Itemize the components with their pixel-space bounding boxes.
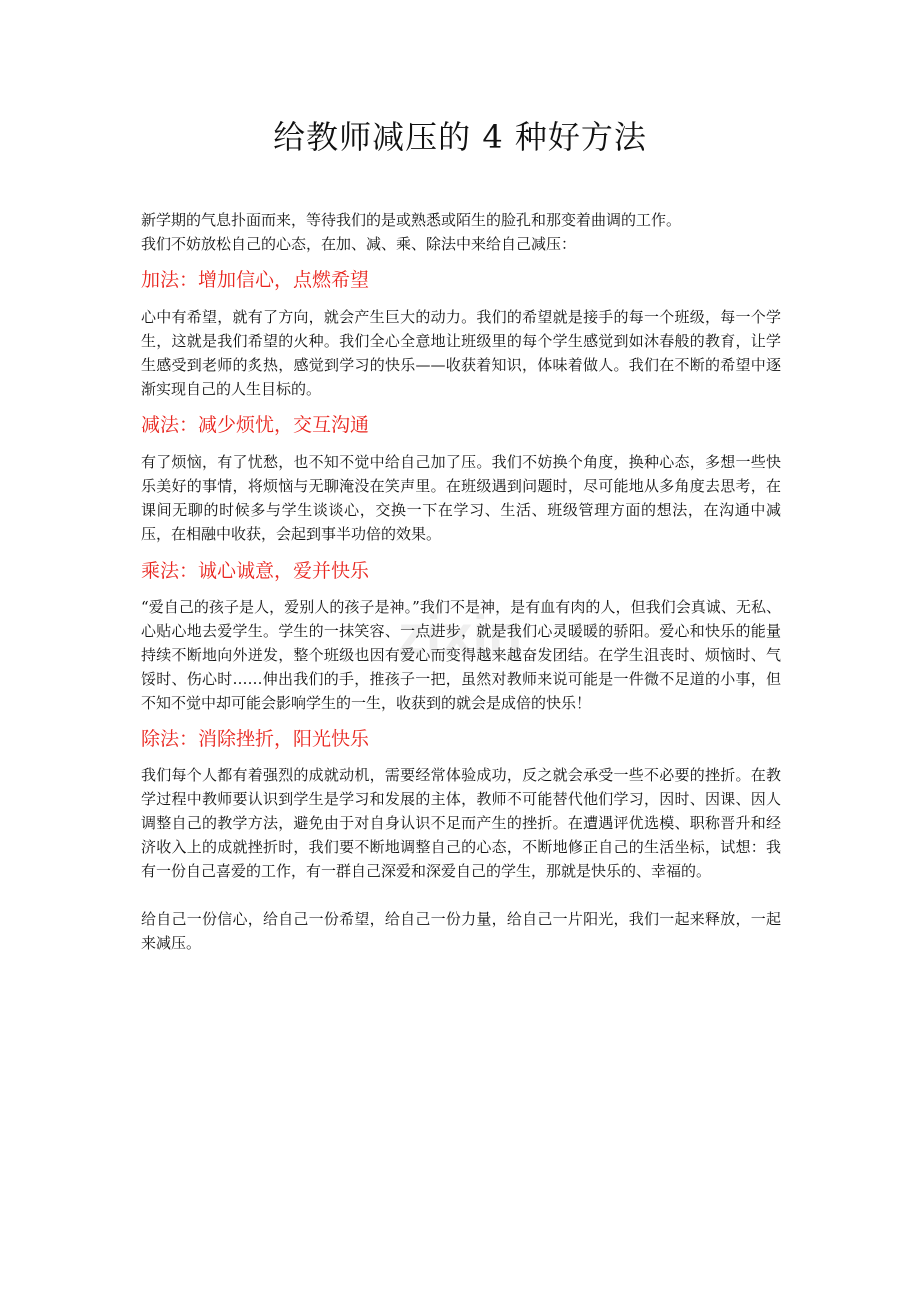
section-heading-addition: 加法：增加信心，点燃希望 (141, 269, 370, 291)
section-heading-multiplication: 乘法：诚心诚意，爱并快乐 (141, 560, 370, 582)
section-heading-subtraction: 减法：减少烦忧，交互沟通 (141, 414, 370, 436)
section-body-division: 我们每个人都有着强烈的成就动机，需要经常体验成功，反之就会承受一些不必要的挫折。在教学过程中教师要认识到学生是学习和发展的主体，教师不可能替代他们学习，因时、因课、因人调整自己的教学方法，避免由于对自身认识不足而产生的挫折。在遭遇评优选模、职称晋升和经济收入上的成就挫折时，我们要不断地调整自己的心态，不断地修正自己的生活坐标，试想：我有一份自己喜爱的工作，有一群自己深爱和深爱自己的学生，那就是快乐的、幸福的。 (141, 766, 781, 880)
section-heading-division: 除法：消除挫折，阳光快乐 (141, 728, 370, 750)
section-body-multiplication: “爱自己的孩子是人，爱别人的孩子是神。”我们不是神，是有血有肉的人，但我们会真诚、无私、心贴心地去爱学生。学生的一抹笑容、一点进步，就是我们心灵暖暖的骄阳。爱心和快乐的能量持续不断地向外迸发，整个班级也因有爱心而变得越来越奋发团结。在学生沮丧时、烦恼时、气馁时、伤心时……伸出我们的手，推孩子一把，虽然对教师来说可能是一件微不足道的小事，但不知不觉中却可能会影响学生的一生，收获到的就会是成倍的快乐！ (141, 598, 781, 712)
section-body-subtraction: 有了烦恼，有了忧愁，也不知不觉中给自己加了压。我们不妨换个角度，换种心态，多想一些快乐美好的事情，将烦恼与无聊淹没在笑声里。在班级遇到问题时，尽可能地从多角度去思考，在课间无聊的时候多与学生谈谈心，交换一下在学习、生活、班级管理方面的想法，在沟通中减压，在相融中收获，会起到事半功倍的效果。 (141, 453, 781, 543)
watermark-text: zixin (397, 603, 523, 666)
watermark-logo (300, 596, 620, 676)
intro-line-2: 我们不妨放松自己的心态，在加、减、乘、除法中来给自己减压： (141, 235, 577, 253)
document-title: 给教师减压的 4 种好方法 (273, 118, 647, 156)
intro-block (141, 208, 781, 256)
closing-paragraph: 给自己一份信心，给自己一份希望，给自己一份力量，给自己一片阳光，我们一起来释放，一起来减压。 (141, 910, 781, 952)
intro-line-1: 新学期的气息扑面而来，等待我们的是或熟悉或陌生的脸孔和那变着曲调的工作。 (141, 211, 682, 229)
section-body-addition: 心中有希望，就有了方向，就会产生巨大的动力。我们的希望就是接手的每一个班级，每一个学生，这就是我们希望的火种。我们全心全意地让班级里的每个学生感觉到如沐春般的教育，让学生感受到老师的炙热，感觉到学习的快乐——收获着知识，体味着做人。我们在不断的希望中逐渐实现自己的人生目标的。 (141, 308, 781, 398)
